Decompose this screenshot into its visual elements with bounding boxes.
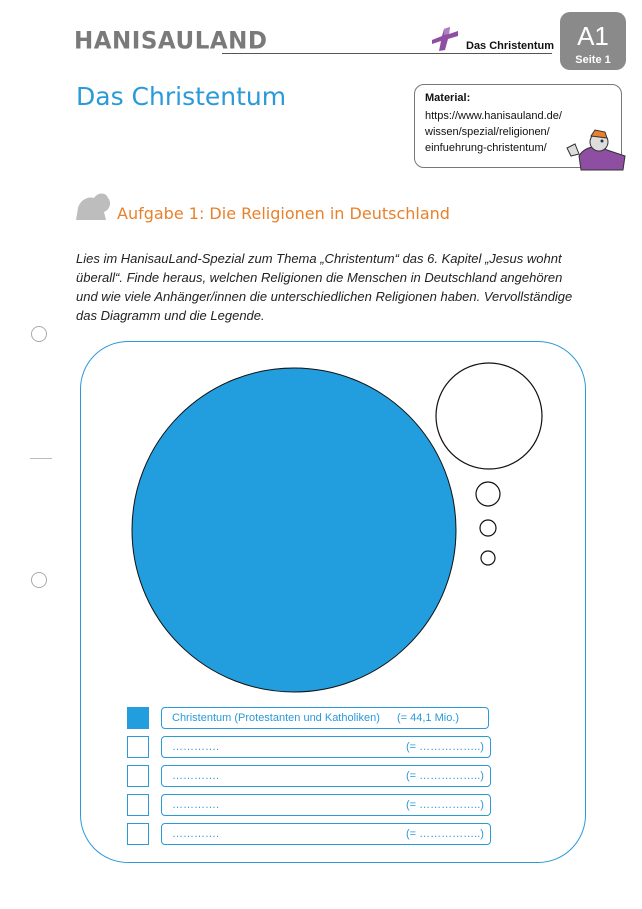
punch-hole-bottom [31, 572, 47, 588]
legend-value: (= ……………..) [406, 770, 484, 782]
material-link-line-1[interactable]: https://www.hanisauland.de/ [425, 110, 562, 122]
legend-swatch-4[interactable] [127, 794, 149, 816]
legend-entry-3[interactable] [161, 765, 491, 787]
legend-name: …………. [172, 828, 220, 840]
cross-icon [428, 26, 460, 52]
legend-name: Christentum (Protestanten und Katholiken) [172, 712, 380, 724]
header-subject: Das Christentum [466, 40, 555, 52]
page-tab [560, 12, 626, 70]
legend-swatch-5[interactable] [127, 823, 149, 845]
legend-swatch-1 [127, 707, 149, 729]
material-label: Material: [425, 92, 471, 104]
legend-value: (= ……………..) [406, 828, 484, 840]
punch-hole-top [31, 326, 47, 342]
material-link-line-3[interactable]: einfuehrung-christentum/ [425, 142, 547, 154]
task-instructions: Lies im HanisauLand-Spezial zum Thema „Christentum“ das 6. Kapitel „Jesus wohnt überall“. Finde heraus, welchen Religionen die Menschen in Deutschland angehören und wie viele Anhänger/innen die unterschiedlichen Religionen haben. Vervollständige das Diagramm und die Legende. [76, 251, 573, 323]
legend-name: …………. [172, 799, 220, 811]
legend-value: (= ……………..) [406, 799, 484, 811]
legend-value: (= ……………..) [406, 741, 484, 753]
fold-mark [30, 458, 52, 459]
legend-entry-2[interactable] [161, 736, 491, 758]
legend-entry-4[interactable] [161, 794, 491, 816]
hanisauland-logo: HANISAULAND [74, 27, 268, 55]
mascot-silhouette-icon [74, 190, 112, 220]
legend-entry-1 [161, 707, 489, 729]
task-heading: Aufgabe 1: Die Religionen in Deutschland [117, 204, 450, 223]
legend-swatch-3[interactable] [127, 765, 149, 787]
legend-name: …………. [172, 770, 220, 782]
legend-swatch-2[interactable] [127, 736, 149, 758]
header-divider [222, 53, 552, 54]
page-code: A1 [577, 21, 609, 51]
mascot-bird-icon [565, 126, 627, 172]
legend-name: …………. [172, 741, 220, 753]
legend-entry-5[interactable] [161, 823, 491, 845]
material-link-line-2[interactable]: wissen/spezial/religionen/ [425, 126, 550, 138]
page-label: Seite 1 [575, 54, 611, 66]
page-title: Das Christentum [76, 82, 287, 111]
legend-value: (= 44,1 Mio.) [397, 712, 460, 724]
